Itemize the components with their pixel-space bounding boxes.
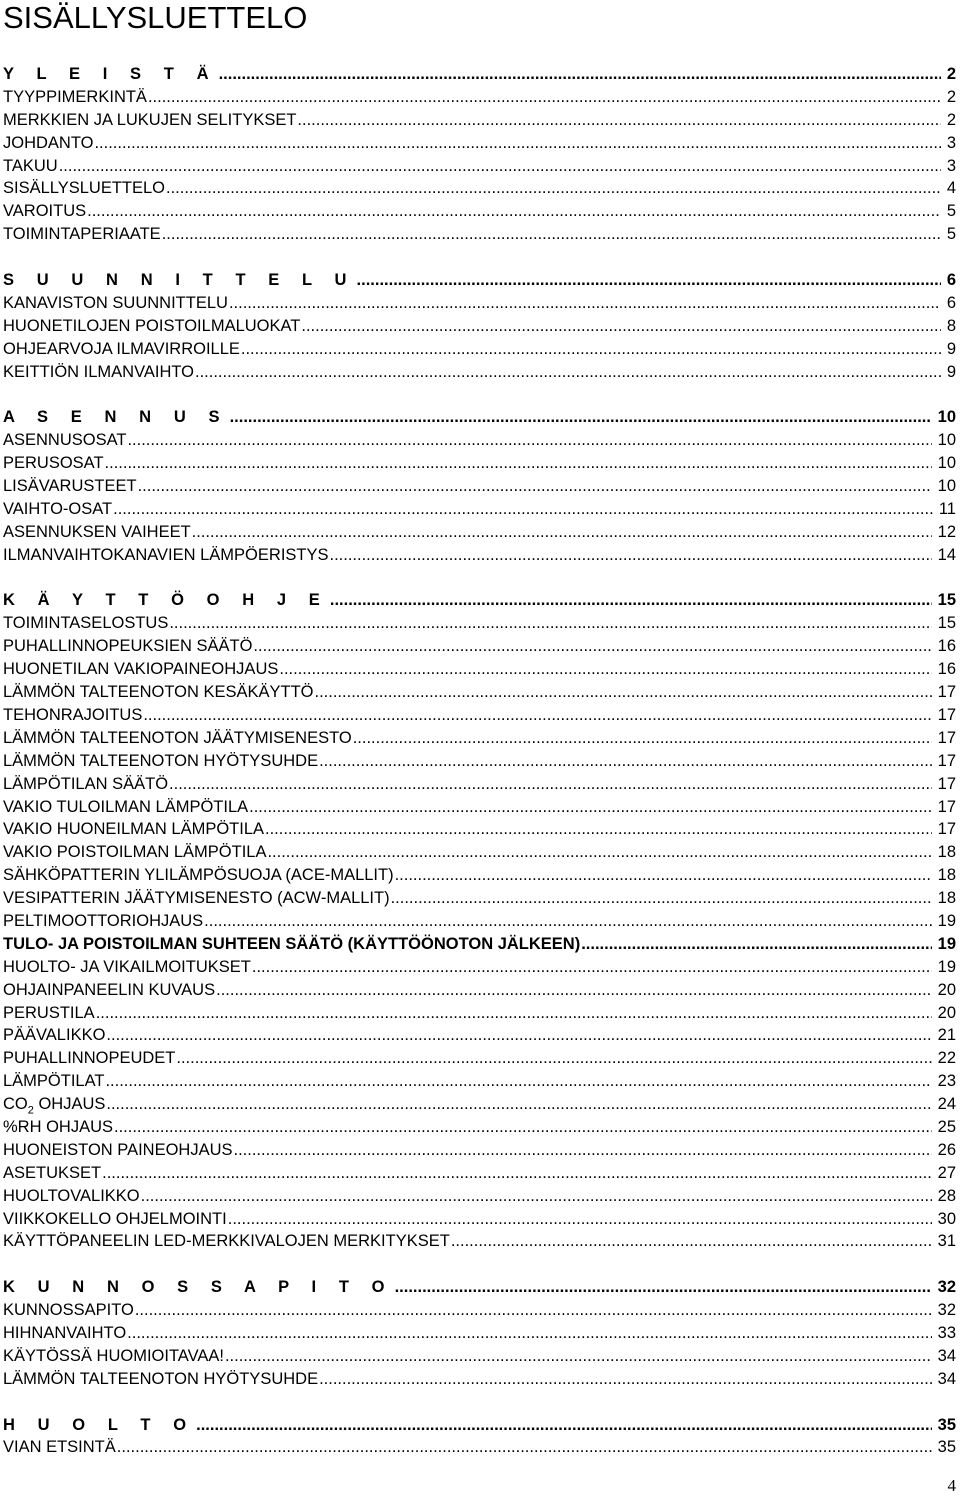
toc-dot-leader [105, 1070, 931, 1093]
section-gap [3, 1253, 956, 1276]
toc-label-text: TAKUU [3, 156, 58, 175]
toc-entry-label [3, 864, 394, 887]
toc-dot-leader [106, 1093, 931, 1116]
toc-label-text: HUONEISTON PAINEOHJAUS [3, 1140, 233, 1159]
toc-page-number: 15 [937, 614, 956, 633]
toc-dot-leader [330, 589, 932, 612]
toc-label-text: TYYPPIMERKINTÄ [3, 87, 147, 106]
toc-label-text: VAKIO HUONEILMAN LÄMPÖTILA [3, 820, 265, 839]
toc-label-text: VAROITUS [3, 202, 87, 221]
toc-entry-label [3, 750, 318, 773]
toc-label-subscript: 2 [27, 1104, 34, 1117]
toc-page-number: 20 [937, 980, 956, 999]
toc-entry[interactable] [3, 887, 956, 910]
toc-label-text: PERUSTILA [3, 1003, 95, 1022]
toc-dot-leader [192, 521, 932, 544]
toc-entry-label [3, 429, 126, 452]
toc-dot-leader [135, 1299, 932, 1322]
toc-entry-label [3, 979, 215, 1002]
toc-label-text: HUOLTO- JA VIKAILMOITUKSET [3, 957, 251, 976]
toc-page-number: 11 [938, 499, 956, 518]
toc-entry-label [3, 292, 228, 315]
toc-entry-label [3, 796, 248, 819]
toc-entry[interactable] [3, 223, 956, 246]
toc-page-number: 10 [937, 431, 956, 450]
toc-page-number: 9 [946, 339, 956, 358]
toc-dot-leader [102, 1162, 932, 1185]
toc-entry[interactable] [3, 864, 956, 887]
toc-label-text: ASENNUKSEN VAIHEET [3, 522, 191, 541]
toc-entry[interactable] [3, 841, 956, 864]
toc-label-text: K Ä Y T T Ö O H J E [3, 591, 329, 610]
toc-page-number: 25 [937, 1117, 956, 1136]
toc-entry-label [3, 200, 86, 223]
toc-entry-label [3, 86, 147, 109]
toc-dot-leader [319, 1368, 932, 1391]
toc-entry[interactable] [3, 681, 956, 704]
toc-entry[interactable] [3, 635, 956, 658]
toc-page-number: 34 [937, 1346, 956, 1365]
toc-label-text: PERUSOSAT [3, 454, 104, 473]
toc-page-number: 2 [946, 65, 956, 83]
toc-dot-leader [395, 1276, 932, 1299]
toc-page-number: 35 [937, 1438, 956, 1457]
toc-entry[interactable] [3, 429, 956, 452]
toc-section [3, 589, 956, 1253]
toc-page-number: 18 [937, 889, 956, 908]
toc-dot-leader [225, 1345, 932, 1368]
toc-entry-label [3, 1093, 105, 1116]
toc-label-text: A S E N N U S [3, 408, 229, 427]
toc-label-text: HUOLTOVALIKKO [3, 1186, 140, 1205]
toc-dot-leader [391, 887, 932, 910]
toc-label-text: PÄÄVALIKKO [3, 1026, 106, 1045]
toc-entry-label [3, 956, 251, 979]
toc-page-number: 3 [946, 156, 956, 175]
toc-page-number: 19 [937, 957, 956, 976]
toc-entry-label [3, 223, 161, 246]
toc-dot-leader [96, 1002, 932, 1025]
page-number: 4 [947, 1476, 956, 1495]
toc-entry[interactable] [3, 1322, 956, 1345]
toc-heading-label [3, 589, 329, 612]
toc-dot-leader [267, 841, 931, 864]
toc-dot-leader [219, 63, 941, 86]
toc-dot-leader [353, 727, 932, 750]
toc-page-number: 19 [937, 911, 956, 930]
toc-entry-label [3, 1230, 450, 1253]
toc-entry-label [3, 1208, 227, 1231]
toc-entry-label [3, 727, 352, 750]
toc-entry-label [3, 1139, 233, 1162]
toc-dot-leader [265, 818, 932, 841]
toc-label-text: S U U N N I T T E L U [3, 271, 356, 290]
toc-entry-label [3, 109, 296, 132]
toc-page-number: 12 [937, 522, 956, 541]
toc-label-text: PUHALLINNOPEUDET [3, 1049, 176, 1068]
toc-label-text: ASENNUSOSAT [3, 431, 127, 450]
toc-entry-label [3, 1024, 105, 1047]
toc-label-text: CO [3, 1095, 28, 1114]
toc-page-number: 16 [937, 660, 956, 679]
toc-label-text: KÄYTTÖPANEELIN LED-MERKKIVALOJEN MERKITYKSET [3, 1232, 450, 1251]
toc-entry-label [3, 475, 137, 498]
toc-page-number: 18 [937, 843, 956, 862]
toc-page-number: 31 [937, 1232, 956, 1251]
toc-dot-leader [94, 132, 940, 155]
toc-label-text: LÄMPÖTILAT [3, 1072, 105, 1091]
toc-entry[interactable] [3, 177, 956, 200]
toc-entry-label [3, 910, 203, 933]
toc-page-number: 21 [937, 1026, 956, 1045]
toc-entry[interactable] [3, 361, 956, 384]
toc-entry[interactable] [3, 979, 956, 1002]
toc-page-number: 9 [946, 362, 956, 381]
toc-page-number: 5 [946, 225, 956, 244]
toc-entry[interactable] [3, 1230, 956, 1253]
toc-section [3, 406, 956, 566]
toc-entry-label [3, 544, 329, 567]
toc-section-heading[interactable] [3, 269, 956, 292]
toc-entry[interactable] [3, 727, 956, 750]
toc-page-number: 15 [937, 591, 956, 610]
toc-page-number: 23 [937, 1072, 956, 1091]
toc-entry-label [3, 841, 266, 864]
toc-label-text: OHJAINPANEELIN KUVAUS [3, 980, 216, 999]
toc-section [3, 269, 956, 383]
toc-entry[interactable] [3, 1139, 956, 1162]
toc-entry[interactable] [3, 1116, 956, 1139]
toc-page-number: 8 [946, 316, 956, 335]
toc-entry[interactable] [3, 292, 956, 315]
toc-page-number: 24 [937, 1095, 956, 1114]
toc-page-number: 19 [937, 934, 956, 953]
toc-label-text: MERKKIEN JA LUKUJEN SELITYKSET [3, 110, 297, 129]
toc-heading-label [3, 406, 229, 429]
toc-label-text: HUONETILOJEN POISTOILMALUOKAT [3, 316, 301, 335]
toc-entry-label [3, 452, 104, 475]
toc-entry-label [3, 498, 112, 521]
toc-entry[interactable] [3, 1436, 956, 1459]
toc-page-number: 17 [937, 728, 956, 747]
toc-section [3, 63, 956, 246]
toc-heading-label [3, 269, 356, 292]
toc-entry[interactable] [3, 315, 956, 338]
toc-heading-label [3, 1276, 394, 1299]
toc-entry[interactable] [3, 933, 956, 956]
toc-dot-leader [234, 1139, 932, 1162]
toc-entry-label [3, 887, 390, 910]
toc-entry-label [3, 1162, 101, 1185]
toc-entry[interactable] [3, 86, 956, 109]
toc-entry-label [3, 155, 58, 178]
toc-page-number: 35 [937, 1415, 956, 1434]
toc-label-text: OHJEARVOJA ILMAVIRROILLE [3, 339, 240, 358]
toc-entry[interactable] [3, 956, 956, 979]
toc-entry[interactable] [3, 1345, 956, 1368]
toc-section-heading[interactable] [3, 589, 956, 612]
toc-page-number: 20 [937, 1003, 956, 1022]
toc-entry-label [3, 1047, 175, 1070]
toc-label-text: HIHNANVAIHTO [3, 1323, 127, 1342]
toc-entry[interactable] [3, 910, 956, 933]
toc-label-text: LÄMPÖTILAN SÄÄTÖ [3, 774, 169, 793]
toc-entry[interactable] [3, 1024, 956, 1047]
toc-entry[interactable] [3, 1093, 956, 1116]
toc-page-number: 32 [937, 1301, 956, 1320]
toc-entry[interactable] [3, 132, 956, 155]
toc-page-number: 22 [937, 1049, 956, 1068]
toc-entry[interactable] [3, 498, 956, 521]
toc-heading-label [3, 1414, 195, 1437]
toc-dot-leader [241, 338, 941, 361]
toc-dot-leader [169, 773, 932, 796]
toc-dot-leader [162, 223, 941, 246]
toc-page-number: 27 [937, 1163, 956, 1182]
toc-page-number: 5 [946, 202, 956, 221]
toc-label-text: JOHDANTO [3, 133, 94, 152]
toc-label-text: VAIHTO-OSAT [3, 499, 113, 518]
toc-dot-leader [230, 406, 932, 429]
toc-label-text: VIAN ETSINTÄ [3, 1438, 116, 1457]
toc-section-heading[interactable] [3, 406, 956, 429]
toc-page-number: 10 [937, 477, 956, 496]
toc-page-number: 17 [937, 683, 956, 702]
toc-dot-leader [195, 361, 941, 384]
toc-entry[interactable] [3, 452, 956, 475]
toc-dot-leader [319, 750, 932, 773]
toc-dot-leader [138, 475, 932, 498]
toc-entry[interactable] [3, 1368, 956, 1391]
toc-entry-label [3, 177, 165, 200]
toc-dot-leader [143, 704, 931, 727]
toc-page-number: 33 [937, 1323, 956, 1342]
toc-entry-label [3, 635, 252, 658]
toc-entry-label [3, 773, 168, 796]
toc-label-text: Y L E I S T Ä [3, 65, 218, 83]
toc-entry[interactable] [3, 1185, 956, 1208]
toc-label-text: H U O L T O [3, 1415, 196, 1434]
toc-page-number: 10 [937, 408, 956, 427]
toc-dot-leader [357, 269, 941, 292]
toc-entry[interactable] [3, 773, 956, 796]
toc-page-number: 34 [937, 1369, 956, 1388]
toc-page-number: 6 [946, 271, 956, 290]
toc-dot-leader [166, 177, 941, 200]
toc-label-text: LISÄVARUSTEET [3, 477, 137, 496]
toc-label-text: SÄHKÖPATTERIN YLILÄMPÖSUOJA (ACE-MALLIT) [3, 866, 394, 885]
toc-entry[interactable] [3, 475, 956, 498]
toc-label-text: PELTIMOOTTORIOHJAUS [3, 911, 204, 930]
toc-entry[interactable] [3, 155, 956, 178]
toc-page-number: 28 [937, 1186, 956, 1205]
toc-dot-leader [249, 796, 932, 819]
toc-label-text: VESIPATTERIN JÄÄTYMISENESTO (ACW-MALLIT) [3, 889, 390, 908]
toc-dot-leader [395, 864, 932, 887]
toc-label-text: %RH OHJAUS [3, 1117, 114, 1136]
toc-entry[interactable] [3, 1070, 956, 1093]
toc-section [3, 1414, 956, 1460]
toc-dot-leader [87, 200, 941, 223]
toc-label-text: ASETUKSET [3, 1163, 102, 1182]
page-title: SISÄLLYSLUETTELO [3, 0, 308, 35]
toc-entry[interactable] [3, 1208, 956, 1231]
toc-dot-leader [127, 429, 931, 452]
toc-label-text: LÄMMÖN TALTEENOTON HYÖTYSUHDE [3, 751, 319, 770]
toc-entry-label [3, 132, 93, 155]
toc-label-text: KANAVISTON SUUNNITTELU [3, 293, 228, 312]
toc-label-suffix: OHJAUS [33, 1095, 106, 1114]
toc-dot-leader [297, 109, 940, 132]
toc-label-text: TEHONRAJOITUS [3, 705, 143, 724]
toc-entry[interactable] [3, 818, 956, 841]
toc-label-text: ILMANVAIHTOKANAVIEN LÄMPÖERISTYS [3, 545, 329, 564]
toc-dot-leader [106, 1024, 931, 1047]
toc-dot-leader [279, 658, 931, 681]
toc-entry-label [3, 1002, 95, 1025]
toc-label-text: PUHALLINNOPEUKSIEN SÄÄTÖ [3, 637, 253, 656]
toc-dot-leader [253, 635, 931, 658]
toc-label-text: KUNNOSSAPITO [3, 1301, 134, 1320]
toc-section [3, 1276, 956, 1390]
toc-page-number: 17 [937, 797, 956, 816]
section-gap [3, 246, 956, 269]
toc-label-text: KÄYTÖSSÄ HUOMIOITAVAA! [3, 1346, 224, 1365]
toc-section-heading[interactable] [3, 63, 956, 86]
section-gap [3, 1391, 956, 1414]
toc-dot-leader [204, 910, 931, 933]
toc-page-number: 17 [937, 774, 956, 793]
toc-entry[interactable] [3, 109, 956, 132]
toc-entry-label [3, 1185, 140, 1208]
toc-entry[interactable] [3, 704, 956, 727]
section-gap [3, 383, 956, 406]
toc-page-number: 30 [937, 1209, 956, 1228]
toc-label-text: TULO- JA POISTOILMAN SUHTEEN SÄÄTÖ (KÄYTTÖÖNOTON JÄLKEEN) [3, 934, 581, 953]
toc-entry-label [3, 681, 314, 704]
toc-dot-leader [105, 452, 932, 475]
toc-entry[interactable] [3, 200, 956, 223]
toc-dot-leader [59, 155, 941, 178]
toc-entry-label [3, 1368, 318, 1391]
toc-entry-label [3, 338, 240, 361]
toc-page-number: 2 [946, 110, 956, 129]
toc-dot-leader [301, 315, 940, 338]
toc-dot-leader [229, 292, 941, 315]
toc-entry-label [3, 658, 278, 681]
toc-page-number: 16 [937, 637, 956, 656]
toc-page-number: 18 [937, 866, 956, 885]
toc-page-number: 26 [937, 1140, 956, 1159]
toc-entry[interactable] [3, 1047, 956, 1070]
toc-dot-leader [196, 1414, 932, 1437]
toc-entry[interactable] [3, 750, 956, 773]
toc-label-text: LÄMMÖN TALTEENOTON JÄÄTYMISENESTO [3, 728, 352, 747]
toc-entry-label [3, 1116, 113, 1139]
toc-label-text: TOIMINTAPERIAATE [3, 225, 161, 244]
toc-dot-leader [117, 1436, 932, 1459]
toc-dot-leader [114, 1116, 932, 1139]
toc-page-number: 17 [937, 705, 956, 724]
toc-page-number: 10 [937, 454, 956, 473]
toc-page-number: 14 [937, 545, 956, 564]
toc-entry-label [3, 1070, 104, 1093]
toc-entry-label [3, 612, 168, 635]
toc-entry[interactable] [3, 612, 956, 635]
toc-dot-leader [176, 1047, 931, 1070]
toc-page-number: 2 [946, 87, 956, 106]
table-of-contents [3, 63, 956, 1459]
toc-page-number: 17 [937, 820, 956, 839]
toc-page-number: 32 [937, 1278, 956, 1297]
toc-entry[interactable] [3, 521, 956, 544]
toc-label-text: VAKIO POISTOILMAN LÄMPÖTILA [3, 843, 267, 862]
toc-heading-label [3, 63, 218, 86]
toc-entry-label [3, 933, 580, 956]
toc-dot-leader [127, 1322, 931, 1345]
toc-dot-leader [141, 1185, 932, 1208]
toc-dot-leader [451, 1230, 932, 1253]
toc-dot-leader [228, 1208, 932, 1231]
toc-dot-leader [252, 956, 932, 979]
toc-dot-leader [148, 86, 941, 109]
toc-dot-leader [216, 979, 932, 1002]
toc-label-text: K U N N O S S A P I T O [3, 1278, 394, 1297]
toc-entry[interactable] [3, 1002, 956, 1025]
toc-page-number: 3 [946, 133, 956, 152]
toc-dot-leader [330, 544, 932, 567]
toc-entry-label [3, 1299, 134, 1322]
toc-dot-leader [169, 612, 931, 635]
toc-entry[interactable] [3, 1299, 956, 1322]
toc-label-text: TOIMINTASELOSTUS [3, 614, 169, 633]
toc-label-text: VIIKKOKELLO OHJELMOINTI [3, 1209, 227, 1228]
toc-page-number: 17 [937, 751, 956, 770]
toc-entry-label [3, 1322, 126, 1345]
toc-label-text: KEITTIÖN ILMANVAIHTO [3, 362, 194, 381]
toc-entry-label [3, 704, 142, 727]
toc-section-heading[interactable] [3, 1276, 956, 1299]
toc-dot-leader [113, 498, 933, 521]
toc-entry[interactable] [3, 796, 956, 819]
toc-entry-label [3, 1436, 116, 1459]
toc-label-text: HUONETILAN VAKIOPAINEOHJAUS [3, 660, 279, 679]
toc-dot-leader [315, 681, 932, 704]
toc-label-text: VAKIO TULOILMAN LÄMPÖTILA [3, 797, 249, 816]
toc-label-text: SISÄLLYSLUETTELO [3, 179, 166, 198]
toc-entry[interactable] [3, 338, 956, 361]
toc-dot-leader [581, 933, 931, 956]
toc-entry-label [3, 818, 264, 841]
toc-entry[interactable] [3, 1162, 956, 1185]
toc-label-text: LÄMMÖN TALTEENOTON HYÖTYSUHDE [3, 1369, 319, 1388]
toc-label-text: LÄMMÖN TALTEENOTON KESÄKÄYTTÖ [3, 683, 314, 702]
toc-entry-label [3, 521, 191, 544]
toc-entry-label [3, 361, 194, 384]
toc-section-heading[interactable] [3, 1414, 956, 1437]
toc-entry[interactable] [3, 544, 956, 567]
toc-page-number: 4 [946, 179, 956, 198]
toc-entry-label [3, 315, 300, 338]
section-gap [3, 567, 956, 590]
toc-page-number: 6 [946, 293, 956, 312]
toc-entry[interactable] [3, 658, 956, 681]
toc-entry-label [3, 1345, 224, 1368]
